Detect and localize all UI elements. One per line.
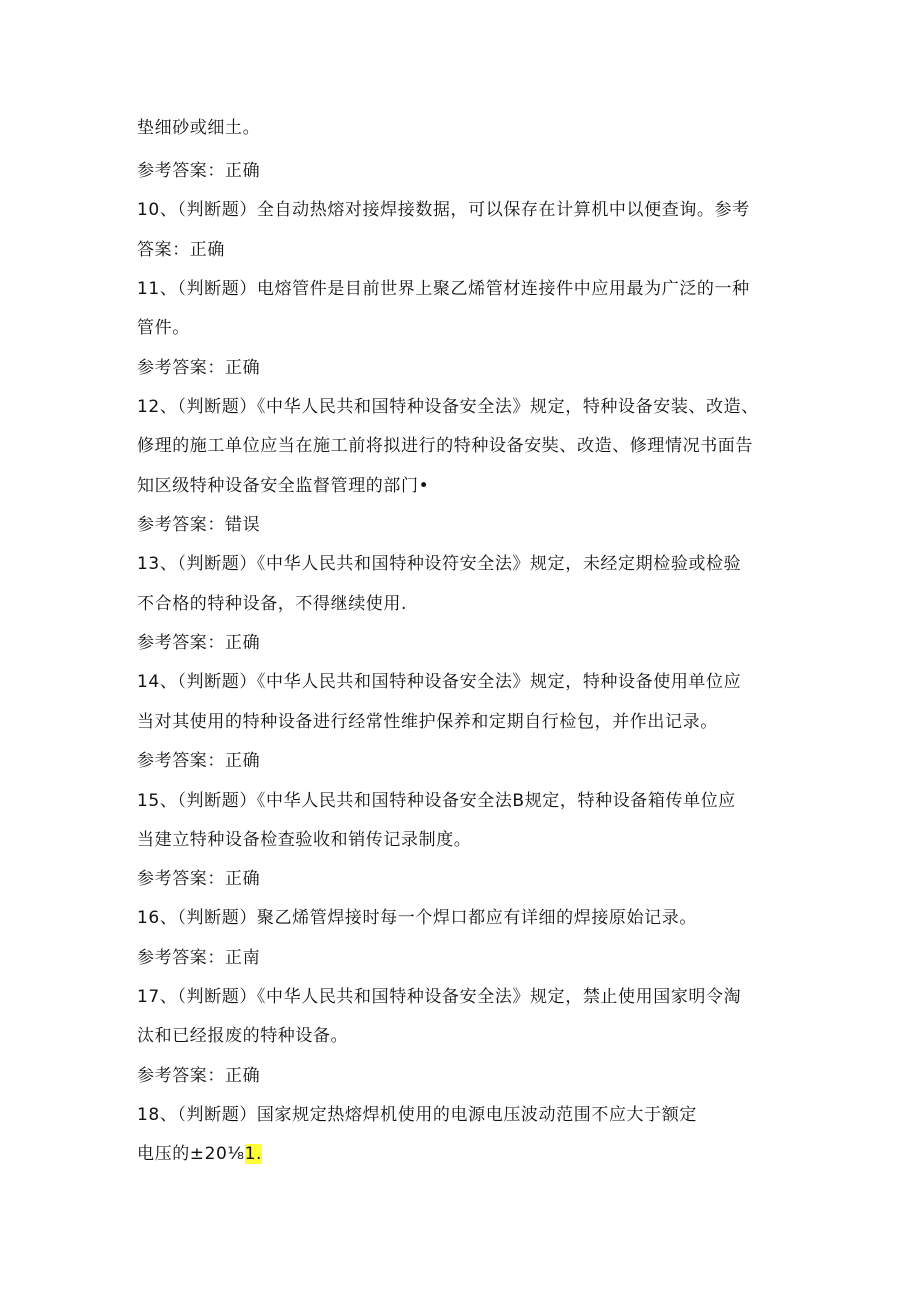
last-line-text: 电压的±20⅛	[137, 1144, 245, 1164]
question-16: 16、（判断题）聚乙烯管焊接时每一个焊口都应有详细的焊接原始记录。	[137, 908, 697, 928]
answer-line: 参考答案：正确	[137, 751, 261, 771]
question-11: 11、（判断题）电熔管件是目前世界上聚乙烯管材连接件中应用最为广泛的一种	[137, 279, 750, 299]
answer-line: 参考答案：正确	[137, 1066, 261, 1086]
text-line: 汰和已经报废的特种设备。	[137, 1026, 349, 1046]
answer-line: 参考答案：正确	[137, 358, 261, 378]
text-line: 不合格的特种设备，不得继续使用.	[137, 594, 408, 614]
question-14: 14、（判断题）《中华人民共和国特种设备安全法》规定，特种设备使用单位应	[137, 672, 742, 692]
question-12: 12、（判断题）《中华人民共和国特种设备安全法》规定，特种设备安装、改造、	[137, 397, 759, 417]
text-line: 当建立特种设备检查验收和销传记录制度。	[137, 830, 472, 850]
answer-line: 参考答案：正确	[137, 633, 261, 653]
question-15: 15、（判断题）《中华人民共和国特种设备安全法B规定，特种设备箱传单位应	[137, 791, 736, 811]
answer-line: 参考答案：正确	[137, 161, 261, 181]
question-18: 18、（判断题）国家规定热熔焊机使用的电源电压波动范围不应大于额定	[137, 1105, 697, 1125]
question-13: 13、（判断题）《中华人民共和国特种设符安全法》规定，未经定期检验或检验	[137, 554, 742, 574]
answer-line: 参考答案：正确	[137, 869, 261, 889]
question-10: 10、（判断题）全自动热熔对接焊接数据，可以保存在计算机中以便查询。参考	[137, 200, 750, 220]
text-line-last	[137, 1142, 262, 1166]
answer-line: 答案：正确	[137, 240, 225, 260]
text-line: 修理的施工单位应当在施工前将拟进行的特种设备安奘、改造、修理情况书面告	[137, 436, 753, 456]
text-line: 当对其使用的特种设备进行经常性维护保养和定期自行检包，并作出记录。	[137, 712, 718, 732]
answer-line: 参考答案：错误	[137, 515, 261, 535]
text-line: 知区级特种设备安全监督管理的部门•	[137, 476, 430, 496]
answer-line: 参考答案：正南	[137, 948, 261, 968]
text-line: 垫细砂或细土。	[137, 118, 261, 138]
highlighted-text: 1.	[244, 1144, 262, 1164]
question-17: 17、（判断题）《中华人民共和国特种设备安全法》规定，禁止使用国家明令淘	[137, 987, 742, 1007]
text-line: 管件。	[137, 318, 190, 338]
